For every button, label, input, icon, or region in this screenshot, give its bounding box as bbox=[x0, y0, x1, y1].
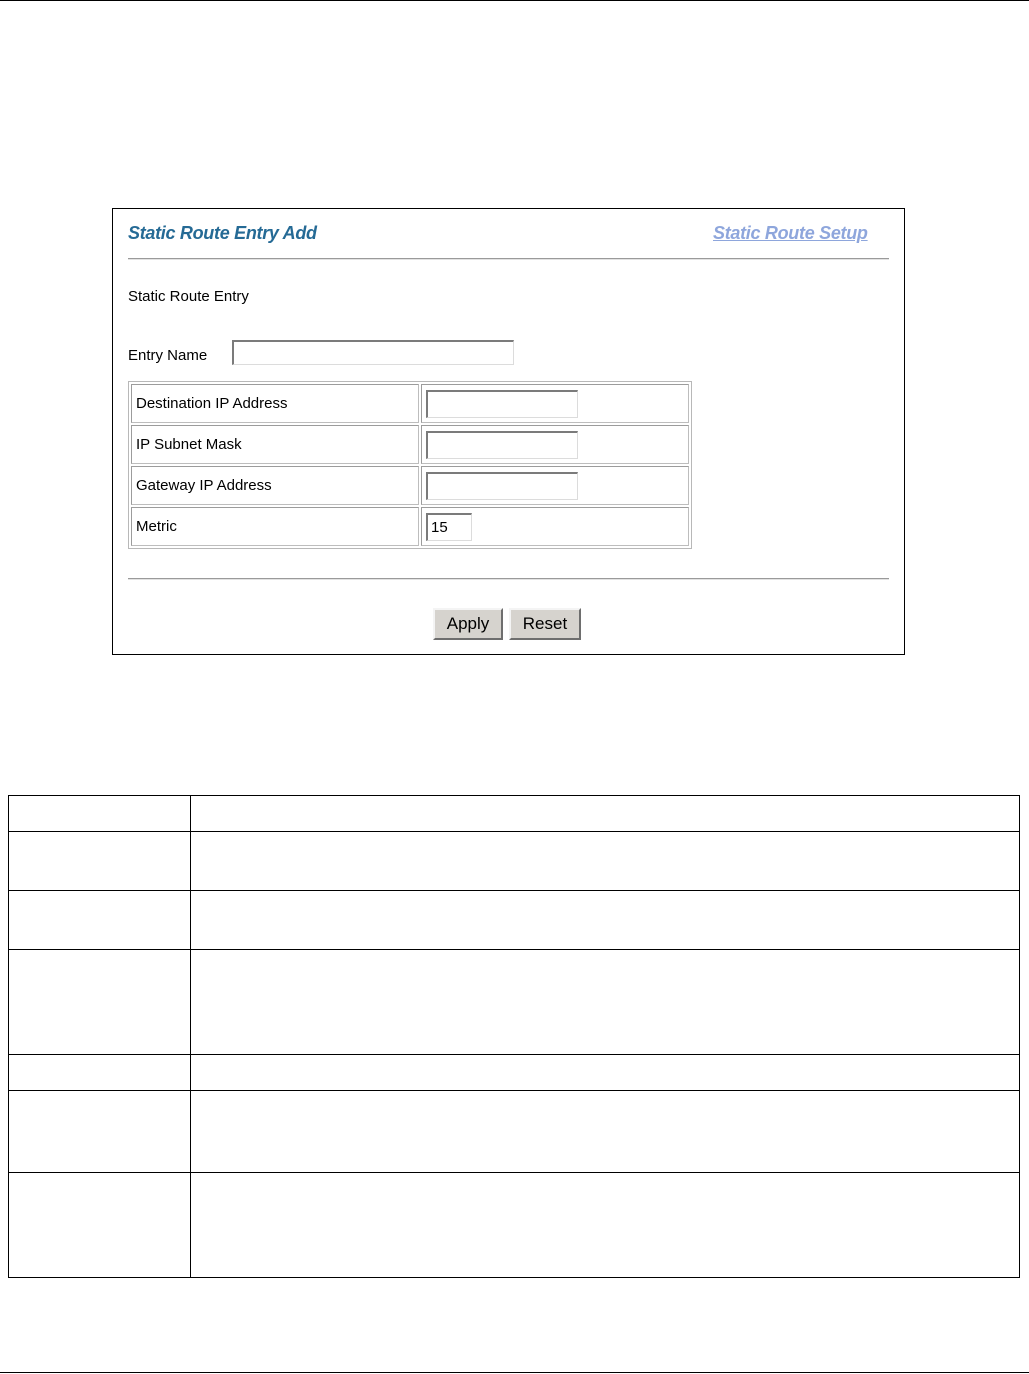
table-row bbox=[9, 950, 1020, 1055]
field-description-table bbox=[8, 795, 1020, 1278]
gateway-ip-row bbox=[131, 466, 689, 505]
table-cell bbox=[191, 1091, 1020, 1173]
panel-title: Static Route Entry Add bbox=[128, 223, 317, 243]
gateway-ip-label: Gateway IP Address bbox=[131, 466, 419, 505]
reset-button[interactable]: Reset bbox=[509, 608, 581, 640]
table-row bbox=[9, 1091, 1020, 1173]
title-divider bbox=[128, 258, 889, 260]
entry-name-label: Entry Name bbox=[128, 347, 208, 364]
destination-ip-row bbox=[131, 384, 689, 423]
table-row bbox=[9, 796, 1020, 832]
gateway-ip-input[interactable] bbox=[426, 472, 578, 500]
table-cell bbox=[9, 1173, 191, 1278]
static-route-setup-link[interactable]: Static Route Setup bbox=[713, 223, 868, 243]
route-fields-table bbox=[128, 381, 692, 549]
page-bottom-rule bbox=[0, 1372, 1029, 1373]
table-cell bbox=[9, 1091, 191, 1173]
subnet-mask-label: IP Subnet Mask bbox=[131, 425, 419, 464]
destination-ip-label: Destination IP Address bbox=[131, 384, 419, 423]
table-cell bbox=[191, 832, 1020, 891]
metric-input[interactable] bbox=[426, 513, 472, 541]
metric-label: Metric bbox=[131, 507, 419, 546]
entry-name-input[interactable] bbox=[232, 340, 514, 365]
apply-button[interactable]: Apply bbox=[433, 608, 503, 640]
table-cell bbox=[191, 1055, 1020, 1091]
table-cell bbox=[9, 891, 191, 950]
table-cell bbox=[9, 796, 191, 832]
page-top-rule bbox=[0, 0, 1029, 1]
buttons-divider bbox=[128, 578, 889, 580]
static-route-entry-add-panel bbox=[112, 208, 905, 655]
destination-ip-input[interactable] bbox=[426, 390, 578, 418]
section-label: Static Route Entry bbox=[128, 288, 249, 305]
table-cell bbox=[191, 950, 1020, 1055]
table-cell bbox=[9, 832, 191, 891]
table-cell bbox=[191, 891, 1020, 950]
table-row bbox=[9, 1173, 1020, 1278]
subnet-mask-input[interactable] bbox=[426, 431, 578, 459]
table-cell bbox=[9, 950, 191, 1055]
table-row bbox=[9, 891, 1020, 950]
table-cell bbox=[9, 1055, 191, 1091]
metric-row bbox=[131, 507, 689, 546]
table-cell bbox=[191, 796, 1020, 832]
table-row bbox=[9, 832, 1020, 891]
table-cell bbox=[191, 1173, 1020, 1278]
table-row bbox=[9, 1055, 1020, 1091]
subnet-mask-row bbox=[131, 425, 689, 464]
